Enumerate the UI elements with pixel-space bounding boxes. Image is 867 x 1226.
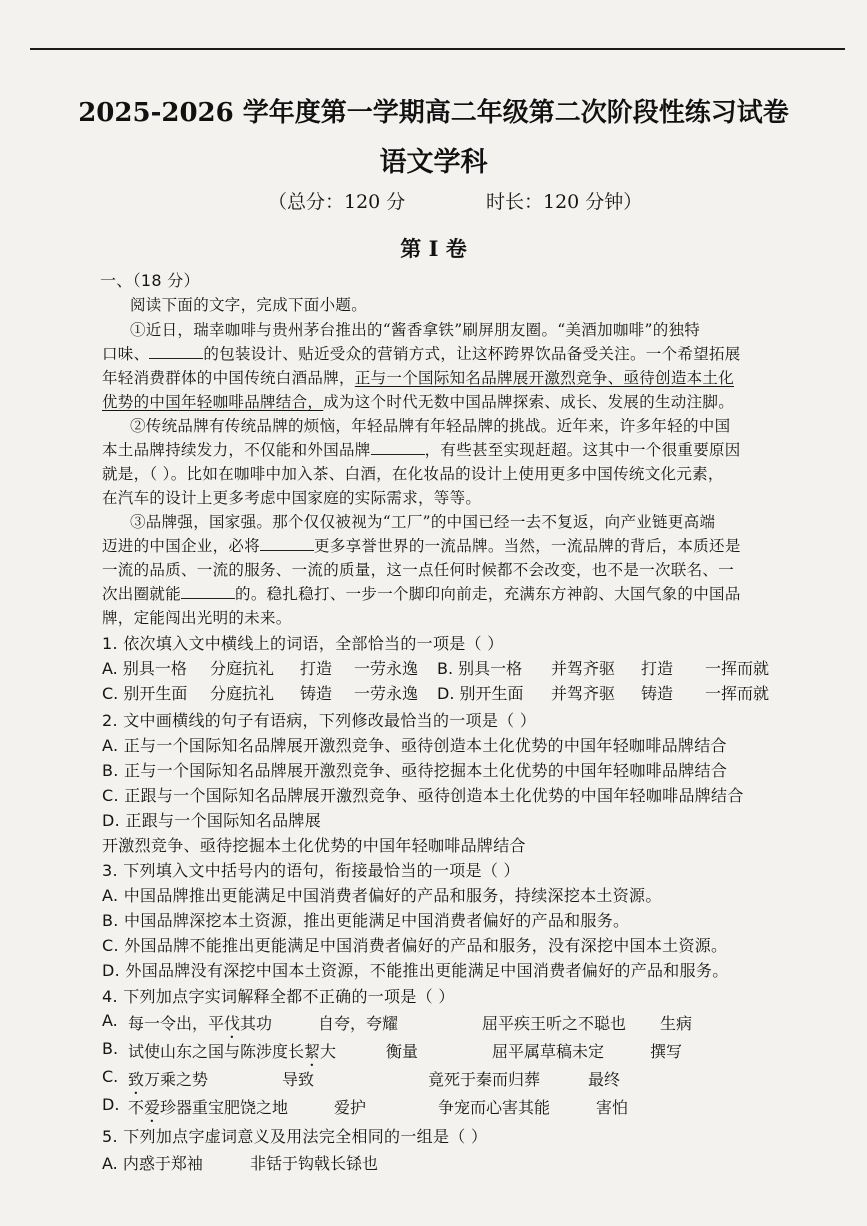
section-label: 一、（18 分） <box>100 271 200 290</box>
question-3-option-a[interactable]: A. 中国品牌推出更能满足中国消费者偏好的产品和服务，持续深挖本土资源。 <box>102 886 662 905</box>
passage-text: 迈进的中国企业，必将 <box>102 537 261 555</box>
option-phrase <box>128 1067 208 1098</box>
gloss: 导致 <box>282 1070 315 1089</box>
phrase-text: 每一令出，平 <box>128 1014 225 1033</box>
gloss: 撰写 <box>650 1042 683 1061</box>
gloss: 生病 <box>660 1014 693 1033</box>
question-2-stem: 2. 文中画横线的句子有语病，下列修改最恰当的一项是（ ） <box>102 711 537 730</box>
passage-line <box>102 534 741 556</box>
question-1-stem: 1. 依次填入文中横线上的词语，全部恰当的一项是（ ） <box>102 634 504 653</box>
gloss: 衡量 <box>386 1042 419 1061</box>
phrase-text: 万乘之势 <box>144 1070 209 1089</box>
passage-line <box>102 582 741 604</box>
option-term: C. 别开生面 <box>102 684 188 703</box>
option-phrase <box>128 1095 288 1126</box>
section-instruction: 阅读下面的文字，完成下面小题。 <box>130 296 368 314</box>
option-term: A. 别具一格 <box>102 659 187 678</box>
passage-line: 一流的品质、一流的服务、一流的质量，这一点任何时候都不会改变，也不是一次联名、一 <box>102 561 735 579</box>
option-term: 打造 <box>300 659 333 678</box>
duration: 时长：120 分钟） <box>486 191 643 213</box>
phrase-text: 试使山东之国与陈涉度长 <box>128 1042 305 1061</box>
question-2-option-d-cont: 开激烈竞争、亟待挖掘本土化优势的中国年轻咖啡品牌结合 <box>102 836 526 855</box>
passage-text: 的。稳扎稳打、一步一个脚印向前走，充满东方神韵、大国气象的中国品 <box>235 585 741 603</box>
underlined-sentence: 优势的中国年轻咖啡品牌结合， <box>102 393 324 411</box>
option-phrase: 屈平属草稿未定 <box>492 1042 605 1061</box>
option-term: 一挥而就 <box>705 684 770 703</box>
option-term: 打造 <box>641 659 674 678</box>
option-term: 一劳永逸 <box>354 684 419 703</box>
option-term: 分庭抗礼 <box>210 684 275 703</box>
passage-line <box>102 342 741 364</box>
passage-text: 成为这个时代无数中国品牌探索、成长、发展的生动注脚。 <box>323 393 735 411</box>
passage-text: 的包装设计、贴近受众的营销方式，让这杯跨界饮品备受关注。一个希望拓展 <box>203 345 741 363</box>
question-3-option-b[interactable]: B. 中国品牌深挖本土资源，推出更能满足中国消费者偏好的产品和服务。 <box>102 911 630 930</box>
question-3-option-d[interactable]: D. 外国品牌没有深挖中国本土资源，不能推出更能满足中国消费者偏好的产品和服务。 <box>102 961 729 980</box>
option-key: B. <box>102 1039 119 1058</box>
passage-line <box>102 390 734 412</box>
question-5-stem: 5. 下列加点字虚词意义及用法完全相同的一组是（ ） <box>102 1127 488 1146</box>
option-phrase: 争宠而心害其能 <box>438 1098 551 1117</box>
top-rule <box>30 48 845 50</box>
passage-text: 口味、 <box>102 345 150 363</box>
total-score: （总分：120 分 <box>268 191 406 213</box>
passage-line: ②传统品牌有传统品牌的烦恼，年轻品牌有年轻品牌的挑战。近年来，许多年轻的中国 <box>130 417 731 435</box>
passage-line: 牌，定能闯出光明的未来。 <box>102 609 292 627</box>
gloss: 爱护 <box>334 1098 367 1117</box>
underlined-sentence: 正与一个国际知名品牌展开激烈竞争、亟待创造本土化 <box>354 369 735 387</box>
fill-blank <box>181 584 235 599</box>
passage-text: 更多享誉世界的一流品牌。当然，一流品牌的背后，本质还是 <box>314 537 741 555</box>
question-2-option-a[interactable]: A. 正与一个国际知名品牌展开激烈竞争、亟待创造本土化优势的中国年轻咖啡品牌结合 <box>102 736 727 755</box>
passage-text: 本土品牌持续发力，不仅能和外国品牌 <box>102 441 371 459</box>
passage-line: 在汽车的设计上更多考虑中国家庭的实际需求，等等。 <box>102 489 482 507</box>
exam-title: 2025-2026 学年度第一学期高二年级第二次阶段性练习试卷 <box>78 98 789 128</box>
passage-text: 年轻消费群体的中国传统白酒品牌， <box>102 369 355 387</box>
question-3-option-c[interactable]: C. 外国品牌不能推出更能满足中国消费者偏好的产品和服务，没有深挖中国本土资源。 <box>102 936 728 955</box>
phrase-text: 大 <box>320 1042 337 1061</box>
option-term: 一劳永逸 <box>354 659 419 678</box>
passage-line <box>102 366 734 388</box>
option-term: 铸造 <box>641 684 674 703</box>
option-term: B. 别具一格 <box>437 659 523 678</box>
option-key: A. <box>102 1011 118 1030</box>
passage-line: 就是，（ ）。比如在咖啡中加入茶、白酒，在化妆品的设计上使用更多中国传统文化元素， <box>102 465 724 483</box>
question-2-option-b[interactable]: B. 正与一个国际知名品牌展开激烈竞争、亟待挖掘本土化优势的中国年轻咖啡品牌结合 <box>102 761 728 780</box>
option-term: D. 别开生面 <box>437 684 524 703</box>
option-term: 并驾齐驱 <box>551 659 616 678</box>
option-term: 铸造 <box>300 684 333 703</box>
option-key: D. <box>102 1095 120 1114</box>
fill-blank <box>371 440 425 455</box>
option-term: 分庭抗礼 <box>210 659 275 678</box>
gloss: 害怕 <box>596 1098 629 1117</box>
question-2-option-c[interactable]: C. 正跟与一个国际知名品牌展开激烈竞争、亟待创造本土化优势的中国年轻咖啡品牌结合 <box>102 786 744 805</box>
question-3-stem: 3. 下列填入文中括号内的语句，衔接最恰当的一项是（ ） <box>102 861 520 880</box>
gloss: 最终 <box>588 1070 621 1089</box>
option-term: 并驾齐驱 <box>551 684 616 703</box>
option-phrase: A. 内惑于郑袖 <box>102 1154 203 1173</box>
option-phrase: 屈平疾王听之不聪也 <box>482 1014 627 1033</box>
dotted-char: 伐 <box>224 1014 241 1033</box>
fill-blank <box>260 536 314 551</box>
passage-text: 次出圈就能 <box>102 585 182 603</box>
passage-line: ①近日，瑞幸咖啡与贵州茅台推出的“酱香拿铁”刷屏朋友圈。“美酒加咖啡”的独特 <box>130 321 701 339</box>
gloss: 自夸，夸耀 <box>318 1014 399 1033</box>
option-phrase <box>128 1011 272 1042</box>
option-phrase: 非铦于钩戟长铩也 <box>250 1154 379 1173</box>
passage-text: ，有些甚至实现赶超。这其中一个很重要原因 <box>424 441 741 459</box>
dotted-char: 爱 <box>144 1098 161 1117</box>
subject-title: 语文学科 <box>379 147 488 178</box>
option-phrase: 竟死于秦而归葬 <box>428 1070 541 1089</box>
dotted-char: 致 <box>128 1070 145 1089</box>
question-4-stem: 4. 下列加点字实词解释全都不正确的一项是（ ） <box>102 987 455 1006</box>
phrase-text: 其功 <box>240 1014 273 1033</box>
option-key: C. <box>102 1067 119 1086</box>
option-term: 一挥而就 <box>705 659 770 678</box>
phrase-text: 珍器重宝肥饶之地 <box>160 1098 289 1117</box>
phrase-text: 不 <box>128 1098 145 1117</box>
passage-line: ③品牌强，国家强。那个仅仅被视为“工厂”的中国已经一去不复返，向产业链更高端 <box>130 513 716 531</box>
question-2-option-d[interactable]: D. 正跟与一个国际知名品牌展 <box>102 811 321 830</box>
passage-line <box>102 438 741 460</box>
dotted-char: 絜 <box>304 1042 321 1061</box>
fill-blank <box>149 344 203 359</box>
option-phrase <box>128 1039 336 1070</box>
volume-label: 第 I 卷 <box>400 236 467 261</box>
